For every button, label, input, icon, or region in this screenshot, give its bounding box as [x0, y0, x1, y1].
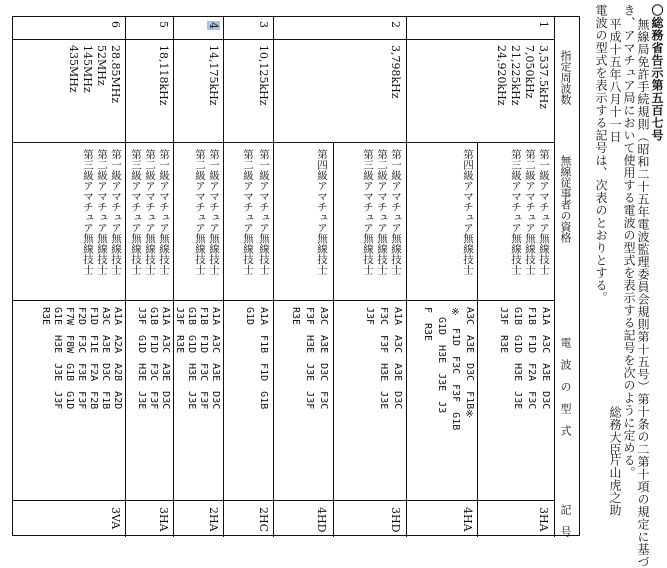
row2-number: 2 [389, 21, 402, 28]
row6-emission-4: F2D F3C F3E F3F [76, 307, 87, 410]
notice-title: 〇総務省告示第五百七号 [650, 4, 664, 142]
row5-freq-1: 18,118kHz [157, 45, 170, 106]
row-divider-3 [223, 17, 224, 537]
row1-freq-4: 24,920kHz [495, 45, 508, 106]
row2-emission-3: J3F [364, 307, 375, 326]
row4-emission-3: G1B G1D H3E J3E [186, 307, 197, 410]
row2-emission-2: F3C F3F H3E J3E [378, 307, 389, 410]
row5-number: 5 [157, 21, 170, 28]
row5-emission-1: A1A A3C A3E D3C [160, 307, 171, 410]
qual-emission-divider [13, 300, 554, 301]
row4-number [207, 21, 220, 30]
row6-qual-2: 第二級アマチュア無線技士 [96, 149, 108, 275]
row6-freq-3: 145MHz [81, 45, 94, 93]
row6-code: 3VA [109, 507, 122, 530]
header-row-divider [13, 39, 554, 40]
header-emission: 電 波 の 型 式 [559, 337, 572, 436]
row3-emission-1: A1A F1B F1D G1B [258, 307, 269, 410]
row1-emission-2: F1B F1D F2A F3C [526, 307, 537, 410]
row1-code-2: 4HA [461, 507, 474, 532]
row5-qual-1: 第一級アマチュア無線技士 [158, 149, 170, 275]
row2-sub-divider [333, 142, 334, 537]
row2-emission-4: A3C A3E D3C F3C [318, 307, 329, 410]
row1-emission-6: ※ F1D F3C F3F G1B [450, 307, 461, 431]
row1-qual-2: 第二級アマチュア無線技士 [524, 149, 536, 275]
row6-freq-4: 435MHz [67, 45, 80, 93]
row6-qual-1: 第一級アマチュア無線技士 [110, 149, 122, 275]
row3-freq-1: 10,125kHz [257, 45, 270, 106]
row2-code: 3HD [389, 507, 402, 533]
row3-emission-2: G1D [244, 307, 255, 326]
row5-qual-2: 第二級アマチュア無線技士 [144, 149, 156, 275]
row4-emission-2: F1B F1D F3C F3F [198, 307, 209, 410]
row3-qual-1: 第一級アマチュア無線技士 [258, 149, 270, 275]
header-code: 記 号 [559, 504, 572, 537]
row6-emission-3: F1D F1E F2A F2B [88, 307, 99, 410]
row2-qual-4: 第四級アマチュア無線技士 [316, 149, 328, 275]
emission-table [12, 16, 580, 536]
row2-emission-5: F3F H3E J3E J3F [304, 307, 315, 410]
row6-emission-2: A3C A3E D3C F1B [100, 307, 111, 410]
row2-qual-2: 第二級アマチュア無線技士 [376, 149, 388, 275]
row6-freq-1: 28.85MHz [109, 45, 122, 104]
row2-qual-1: 第一級アマチュア無線技士 [390, 149, 402, 275]
row4-freq-1: 14,175kHz [207, 45, 220, 106]
row2-qual-3: 第三級アマチュア無線技士 [362, 149, 374, 275]
row4-qual-2: 第二級アマチュア無線技士 [194, 149, 206, 275]
row1-number: 1 [537, 21, 550, 28]
row5-emission-3: J3F G1D H3E J3E [136, 307, 147, 410]
row2-emission-6: R3E [290, 307, 301, 326]
row4-number-highlight: 4 [207, 22, 220, 29]
row1-emission-1: A1A A3C A3E D3C [540, 307, 551, 410]
row3-number: 3 [257, 21, 270, 28]
row6-qual-3: 第三級アマチュア無線技士 [82, 149, 94, 275]
row4-qual-1: 第一級アマチュア無線技士 [208, 149, 220, 275]
signer-title: 総務大臣 [608, 406, 622, 456]
notice-body-line2: き、アマチュア局において使用する電波の型式を表示する記号を次のように定める。 [622, 4, 636, 479]
row6-emission-5: F7W F8W G1B G1D [64, 307, 75, 410]
row4-code: 2HA [207, 507, 220, 532]
row1-emission-4: J3F R3E [498, 307, 509, 354]
row-divider-2 [273, 17, 274, 537]
row2-freq-1: 3,798kHz [389, 45, 402, 99]
freq-qual-divider [13, 142, 554, 143]
row6-freq-2: 52MHz [95, 45, 108, 86]
row5-qual-3: 第三級アマチュア無線技士 [130, 149, 142, 275]
notice-header [580, 4, 664, 568]
row1-code: 3HA [537, 507, 550, 532]
row-divider-5 [125, 17, 126, 537]
row6-emission-1: A1A A2A A2B A2D [112, 307, 123, 410]
row-divider-1 [406, 17, 407, 537]
row6-emission-6: G1E H3E J3E J3F [52, 307, 63, 410]
header-frequency: 指定周波数 [559, 50, 572, 105]
header-qualification: 無線従事者の資格 [559, 155, 572, 243]
notice-body-line1: 無線局免許手続規則（昭和二十五年電波監理委員会規則第十五号）第十条の二第十項の規定に基づ [636, 18, 650, 568]
row2-code-2: 4HD [315, 507, 328, 533]
header-col-divider [554, 17, 555, 537]
row3-code: 2HC [257, 507, 270, 533]
row3-qual-2: 第二級アマチュア無線技士 [242, 149, 254, 275]
row6-emission-7: R3E [40, 307, 51, 326]
signer-name: 片山虎之助 [608, 454, 622, 517]
row1-qual-3: 第三級アマチュア無線技士 [510, 149, 522, 275]
notice-intro: 電波の型式を表示する記号は、次表のとおりとする。 [594, 4, 608, 304]
row1-freq-3: 21,225kHz [509, 45, 522, 106]
row5-code: 3HA [157, 507, 170, 532]
row1-emission-3: G1B G1D H3E J3E [512, 307, 523, 410]
row1-emission-8: F R3E [422, 307, 433, 342]
emission-code-divider [13, 500, 554, 501]
row2-emission-1: A1A A3C A3E D3C [392, 307, 403, 410]
notice-date: 平成十五年八月十一日 [608, 18, 622, 143]
row1-qual-4: 第四級アマチュア無線技士 [462, 149, 474, 275]
row1-emission-5: A3C A3E D3C F1B※ [464, 307, 475, 421]
row6-number: 6 [109, 21, 122, 28]
row1-freq-2: 7,050kHz [523, 45, 536, 99]
row1-emission-7: G1D H3E J3E J3 [436, 307, 447, 414]
row4-emission-4: J3F R3E [174, 307, 185, 354]
row1-qual-1: 第一級アマチュア無線技士 [538, 149, 550, 275]
row1-sub-divider [477, 142, 478, 537]
row1-freq-1: 3,537.5kHz [537, 45, 550, 110]
row4-emission-1: A1A A3C A3E D3C [210, 307, 221, 410]
row5-emission-2: G1B F1D F3C F3F [148, 307, 159, 410]
row-divider-4 [173, 17, 174, 537]
